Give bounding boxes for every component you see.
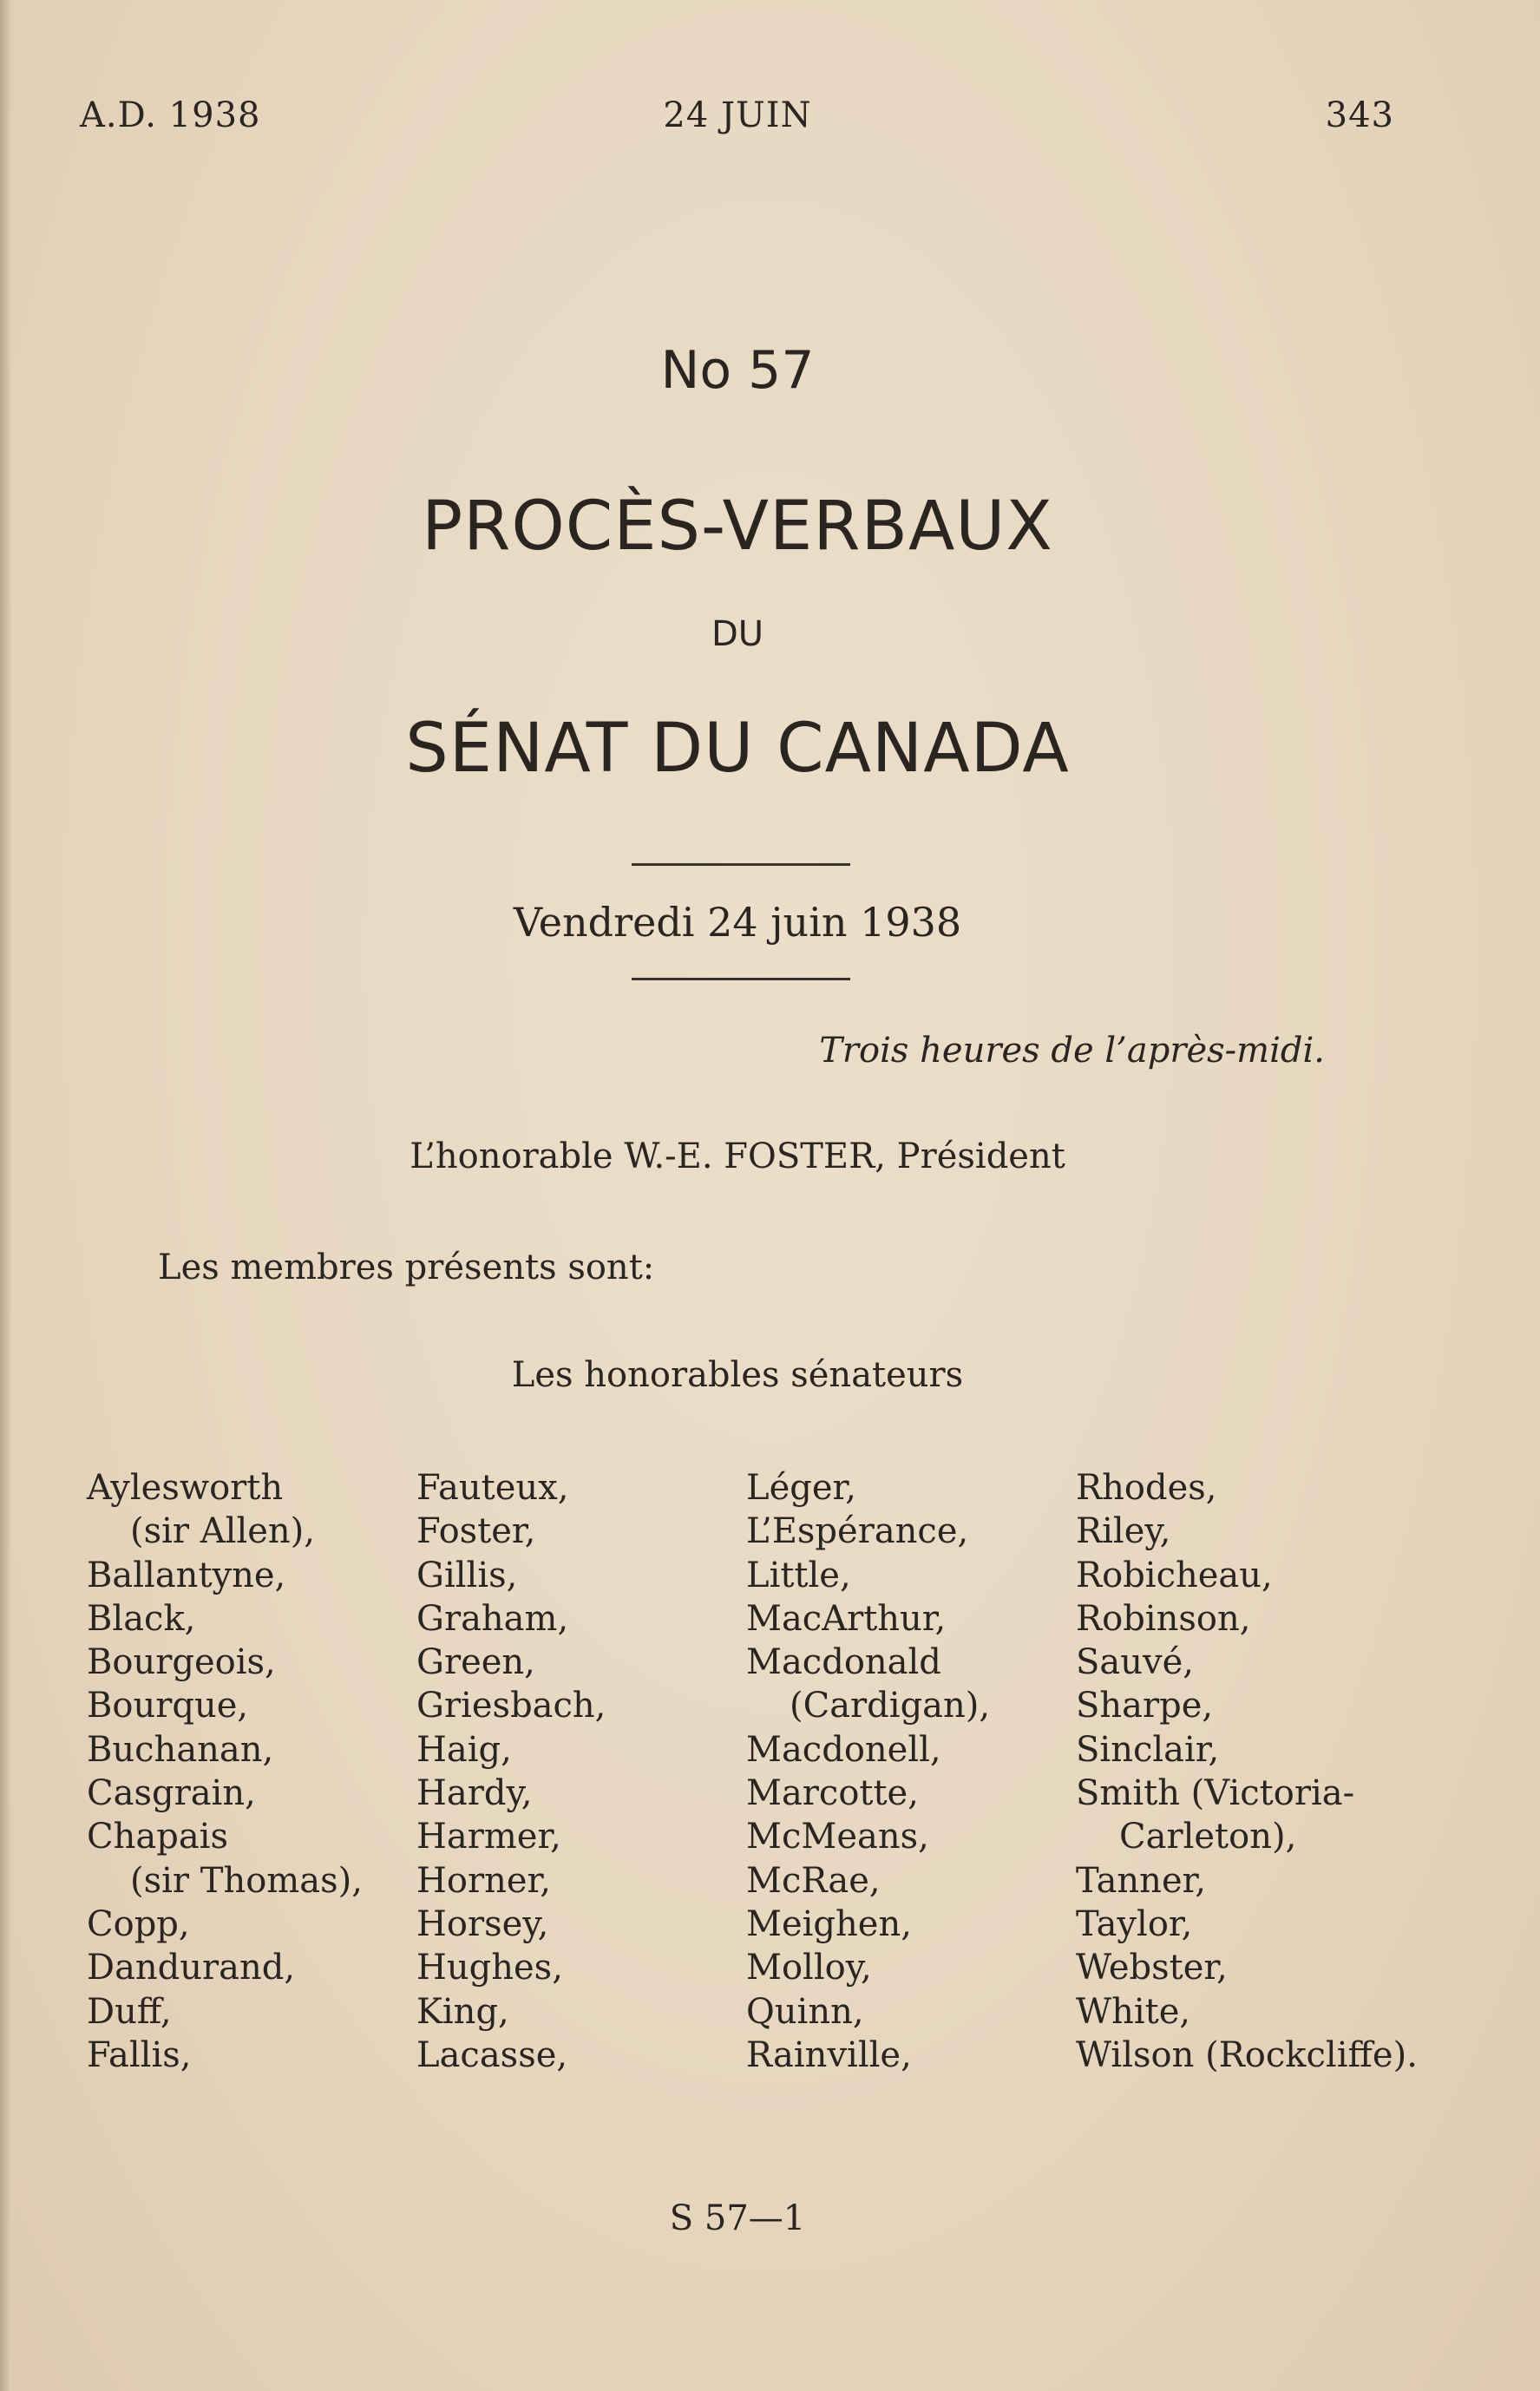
running-head-date: 24 JUIN — [663, 95, 812, 135]
senator-name: Graham, — [416, 1598, 569, 1639]
senator-name: Ballantyne, — [87, 1555, 286, 1595]
senator-name: Duff, — [87, 1991, 172, 2032]
senators-column-1 — [87, 1466, 416, 2077]
senator-name: Sharpe, — [1076, 1686, 1214, 1726]
sitting-date: Vendredi 24 juin 1938 — [513, 899, 962, 946]
senator-name: Harmer, — [416, 1817, 561, 1857]
senator-name: Macdonell, — [746, 1729, 941, 1770]
senator-name: Quinn, — [746, 1991, 864, 2032]
senator-name: Dandurand, — [87, 1948, 296, 1988]
senator-name: Gillis, — [416, 1555, 518, 1595]
senator-name: Smith (Victoria- — [1076, 1773, 1355, 1814]
senator-name: (Cardigan), — [790, 1686, 991, 1726]
senator-name: (sir Thomas), — [130, 1860, 363, 1901]
senator-name: Léger, — [746, 1468, 856, 1508]
senator-name: Macdonald — [746, 1642, 941, 1683]
senator-name: Sauvé, — [1076, 1642, 1194, 1683]
senator-name: Robinson, — [1076, 1598, 1251, 1639]
senator-name: Rainville, — [746, 2034, 912, 2075]
senator-name: Chapais — [87, 1817, 228, 1857]
senator-name: Marcotte, — [746, 1773, 919, 1814]
senator-name: Griesbach, — [416, 1686, 606, 1726]
senator-name: Lacasse, — [416, 2034, 568, 2075]
senator-name: Wilson (Rockcliffe). — [1076, 2034, 1418, 2075]
senator-name: Webster, — [1076, 1948, 1228, 1988]
senator-name: Fauteux, — [416, 1468, 569, 1508]
senator-name: Horner, — [416, 1860, 551, 1901]
senator-name: (sir Allen), — [130, 1511, 315, 1552]
senator-name: Buchanan, — [87, 1729, 274, 1770]
senators-heading: Les honorables sénateurs — [511, 1355, 964, 1395]
senator-name: Black, — [87, 1598, 196, 1639]
senators-column-3 — [746, 1466, 1076, 2077]
senators-column-2 — [416, 1466, 746, 2077]
senator-name: Carleton), — [1119, 1817, 1297, 1857]
sitting-time: Trois heures de l’après-midi. — [819, 1031, 1325, 1071]
senator-name: McMeans, — [746, 1817, 929, 1857]
senator-name: White, — [1076, 1991, 1191, 2032]
senators-column-4 — [1076, 1466, 1418, 2077]
senator-name: Meighen, — [746, 1903, 912, 1944]
senator-name: Hughes, — [416, 1948, 563, 1988]
running-head-year: A.D. 1938 — [80, 95, 261, 135]
senator-name: Foster, — [416, 1511, 536, 1552]
signature-folio: S 57—1 — [669, 2198, 806, 2238]
senator-name: Bourque, — [87, 1686, 249, 1726]
senator-name: Green, — [416, 1642, 535, 1683]
document-title: PROCÈS-VERBAUX — [422, 488, 1053, 566]
senator-name: L’Espérance, — [746, 1511, 969, 1552]
senator-name: King, — [416, 1991, 509, 2032]
divider-rule — [632, 863, 850, 866]
senator-name: Hardy, — [416, 1773, 533, 1814]
senator-name: Horsey, — [416, 1903, 549, 1944]
senator-name: Taylor, — [1076, 1903, 1193, 1944]
senator-name: MacArthur, — [746, 1598, 947, 1639]
senator-name: McRae, — [746, 1860, 881, 1901]
page-number: 343 — [1325, 95, 1394, 135]
members-intro: Les membres présents sont: — [158, 1248, 655, 1287]
senator-name: Tanner, — [1076, 1860, 1207, 1901]
senator-name: Robicheau, — [1076, 1555, 1273, 1595]
divider-rule — [632, 978, 850, 980]
senator-name: Little, — [746, 1555, 851, 1595]
issue-number: No 57 — [660, 340, 815, 401]
senator-name: Sinclair, — [1076, 1729, 1220, 1770]
senator-name: Fallis, — [87, 2034, 192, 2075]
document-title-connector: DU — [711, 614, 764, 654]
senator-name: Rhodes, — [1076, 1468, 1217, 1508]
senator-name: Casgrain, — [87, 1773, 256, 1814]
presiding-officer: L’honorable W.-E. FOSTER, Président — [410, 1137, 1065, 1176]
senator-name: Riley, — [1076, 1511, 1171, 1552]
senator-name: Bourgeois, — [87, 1642, 276, 1683]
document-subtitle: SÉNAT DU CANADA — [405, 710, 1070, 788]
senator-name: Aylesworth — [87, 1468, 284, 1508]
senator-name: Copp, — [87, 1903, 190, 1944]
senator-name: Haig, — [416, 1729, 512, 1770]
senator-name: Molloy, — [746, 1948, 872, 1988]
